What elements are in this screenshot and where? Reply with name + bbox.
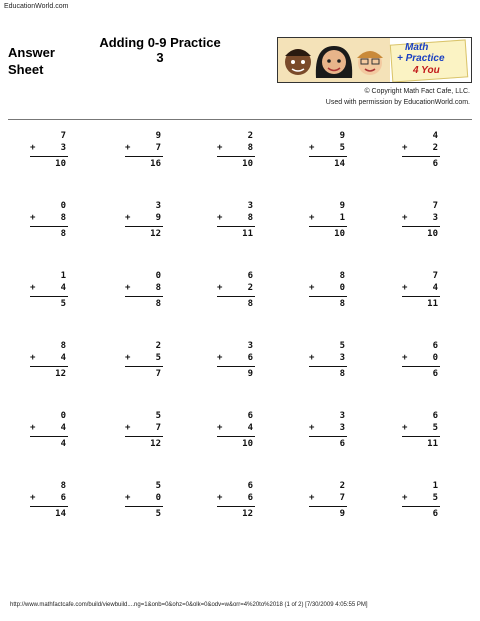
- plus-sign: +: [402, 143, 408, 153]
- sum-line: [30, 226, 68, 227]
- addend-top: 3: [339, 411, 345, 421]
- sum-line: [30, 436, 68, 437]
- sum-line: [309, 226, 347, 227]
- sum-line: [217, 296, 255, 297]
- addend-top: 3: [247, 201, 253, 211]
- addend-top: 1: [60, 271, 66, 281]
- addend-bottom: 3: [432, 213, 438, 223]
- addend-bottom: 4: [60, 283, 66, 293]
- copyright-notice: [326, 86, 470, 108]
- addend-bottom: 9: [155, 213, 161, 223]
- plus-sign: +: [217, 423, 223, 433]
- plus-sign: +: [309, 213, 315, 223]
- plus-sign: +: [30, 213, 36, 223]
- divider: [8, 119, 472, 120]
- plus-sign: +: [309, 493, 315, 503]
- addend-bottom: 0: [155, 493, 161, 503]
- answer-value: 14: [334, 159, 345, 169]
- banner-line1: Math: [405, 42, 429, 53]
- plus-sign: +: [125, 493, 131, 503]
- addend-top: 6: [247, 481, 253, 491]
- plus-sign: +: [309, 283, 315, 293]
- addend-top: 1: [432, 481, 438, 491]
- addend-bottom: 4: [60, 423, 66, 433]
- plus-sign: +: [30, 143, 36, 153]
- sum-line: [217, 156, 255, 157]
- answer-value: 9: [247, 369, 253, 379]
- addend-bottom: 0: [432, 353, 438, 363]
- sum-line: [217, 506, 255, 507]
- answer-value: 4: [60, 439, 66, 449]
- plus-sign: +: [217, 353, 223, 363]
- sum-line: [402, 226, 440, 227]
- kids-illustration: [278, 38, 390, 82]
- answer-value: 10: [334, 229, 345, 239]
- plus-sign: +: [217, 283, 223, 293]
- addend-top: 8: [339, 271, 345, 281]
- answer-value: 10: [242, 159, 253, 169]
- addend-top: 7: [60, 131, 66, 141]
- addend-top: 5: [155, 411, 161, 421]
- answer-value: 10: [427, 229, 438, 239]
- sum-line: [30, 156, 68, 157]
- sum-line: [125, 156, 163, 157]
- addend-top: 2: [339, 481, 345, 491]
- answer-value: 6: [432, 509, 438, 519]
- copyright-line1: © Copyright Math Fact Cafe, LLC.: [364, 88, 470, 95]
- addend-top: 8: [60, 341, 66, 351]
- sum-line: [309, 366, 347, 367]
- plus-sign: +: [30, 283, 36, 293]
- answer-value: 6: [339, 439, 345, 449]
- sum-line: [125, 436, 163, 437]
- addend-top: 9: [155, 131, 161, 141]
- answer-label-line2: Sheet: [8, 62, 44, 77]
- addend-top: 9: [339, 131, 345, 141]
- plus-sign: +: [30, 493, 36, 503]
- sum-line: [217, 366, 255, 367]
- sum-line: [309, 296, 347, 297]
- sum-line: [125, 296, 163, 297]
- addend-bottom: 8: [247, 213, 253, 223]
- plus-sign: +: [402, 213, 408, 223]
- plus-sign: +: [125, 213, 131, 223]
- plus-sign: +: [309, 143, 315, 153]
- title-line2: 3: [156, 50, 164, 65]
- addend-bottom: 3: [60, 143, 66, 153]
- plus-sign: +: [125, 423, 131, 433]
- addend-bottom: 7: [339, 493, 345, 503]
- addend-bottom: 7: [155, 423, 161, 433]
- addend-bottom: 7: [155, 143, 161, 153]
- addend-top: 3: [155, 201, 161, 211]
- addend-bottom: 4: [432, 283, 438, 293]
- footer-url: http://www.mathfactcafe.com/build/viewbuild....ng=1&onb=0&ohz=0&olk=0&odv=w&orr=4%20to%2018 (1 of 2) [7/30/2009 4:05:55 PM]: [10, 602, 368, 608]
- addend-top: 2: [155, 341, 161, 351]
- addend-top: 5: [155, 481, 161, 491]
- sum-line: [217, 226, 255, 227]
- addend-bottom: 8: [155, 283, 161, 293]
- sum-line: [125, 366, 163, 367]
- addend-bottom: 6: [60, 493, 66, 503]
- answer-value: 12: [150, 229, 161, 239]
- plus-sign: +: [125, 353, 131, 363]
- math-practice-banner: [277, 37, 472, 83]
- addend-bottom: 0: [339, 283, 345, 293]
- site-label: EducationWorld.com: [4, 3, 69, 10]
- worksheet-title: [60, 35, 260, 65]
- addend-bottom: 5: [155, 353, 161, 363]
- answer-value: 12: [55, 369, 66, 379]
- answer-value: 5: [60, 299, 66, 309]
- addend-top: 7: [432, 201, 438, 211]
- addend-top: 4: [432, 131, 438, 141]
- addend-bottom: 5: [432, 423, 438, 433]
- addend-bottom: 5: [339, 143, 345, 153]
- addend-top: 6: [247, 271, 253, 281]
- sum-line: [402, 506, 440, 507]
- addend-top: 6: [432, 411, 438, 421]
- sum-line: [217, 436, 255, 437]
- answer-value: 10: [55, 159, 66, 169]
- banner-line3: 4 You: [413, 65, 440, 76]
- answer-value: 6: [432, 159, 438, 169]
- plus-sign: +: [125, 283, 131, 293]
- addend-top: 2: [247, 131, 253, 141]
- plus-sign: +: [402, 493, 408, 503]
- addend-top: 6: [247, 411, 253, 421]
- plus-sign: +: [217, 143, 223, 153]
- addend-bottom: 4: [60, 353, 66, 363]
- answer-value: 8: [339, 369, 345, 379]
- sum-line: [125, 226, 163, 227]
- plus-sign: +: [30, 423, 36, 433]
- answer-value: 16: [150, 159, 161, 169]
- plus-sign: +: [402, 283, 408, 293]
- addend-bottom: 1: [339, 213, 345, 223]
- addend-top: 5: [339, 341, 345, 351]
- answer-value: 6: [432, 369, 438, 379]
- sum-line: [402, 366, 440, 367]
- addend-bottom: 8: [60, 213, 66, 223]
- answer-value: 11: [427, 439, 438, 449]
- plus-sign: +: [309, 353, 315, 363]
- copyright-line2: Used with permission by EducationWorld.com.: [325, 99, 470, 106]
- answer-value: 12: [150, 439, 161, 449]
- sum-line: [30, 296, 68, 297]
- addend-bottom: 3: [339, 353, 345, 363]
- plus-sign: +: [125, 143, 131, 153]
- sum-line: [402, 436, 440, 437]
- addend-bottom: 6: [247, 493, 253, 503]
- addend-top: 9: [339, 201, 345, 211]
- answer-value: 11: [427, 299, 438, 309]
- plus-sign: +: [217, 213, 223, 223]
- addend-top: 6: [432, 341, 438, 351]
- sum-line: [30, 366, 68, 367]
- plus-sign: +: [402, 353, 408, 363]
- answer-value: 5: [155, 509, 161, 519]
- answer-value: 12: [242, 509, 253, 519]
- answer-value: 8: [339, 299, 345, 309]
- sum-line: [30, 506, 68, 507]
- answer-value: 7: [155, 369, 161, 379]
- addend-bottom: 2: [432, 143, 438, 153]
- addend-bottom: 4: [247, 423, 253, 433]
- addend-top: 7: [432, 271, 438, 281]
- plus-sign: +: [30, 353, 36, 363]
- addend-bottom: 6: [247, 353, 253, 363]
- sum-line: [402, 156, 440, 157]
- plus-sign: +: [309, 423, 315, 433]
- addend-top: 8: [60, 481, 66, 491]
- addend-bottom: 8: [247, 143, 253, 153]
- addend-top: 0: [155, 271, 161, 281]
- sum-line: [309, 436, 347, 437]
- addend-bottom: 3: [339, 423, 345, 433]
- answer-value: 8: [60, 229, 66, 239]
- sum-line: [309, 506, 347, 507]
- addend-top: 0: [60, 411, 66, 421]
- banner-line2: + Practice: [397, 53, 445, 64]
- answer-value: 14: [55, 509, 66, 519]
- addend-bottom: 2: [247, 283, 253, 293]
- sum-line: [125, 506, 163, 507]
- answer-value: 11: [242, 229, 253, 239]
- answer-value: 10: [242, 439, 253, 449]
- plus-sign: +: [402, 423, 408, 433]
- addend-top: 0: [60, 201, 66, 211]
- answer-value: 8: [247, 299, 253, 309]
- plus-sign: +: [217, 493, 223, 503]
- answer-value: 8: [155, 299, 161, 309]
- addend-top: 3: [247, 341, 253, 351]
- sum-line: [309, 156, 347, 157]
- answer-value: 9: [339, 509, 345, 519]
- sum-line: [402, 296, 440, 297]
- answer-label-line1: Answer: [8, 45, 55, 60]
- title-line1: Adding 0-9 Practice: [99, 35, 221, 50]
- addend-bottom: 5: [432, 493, 438, 503]
